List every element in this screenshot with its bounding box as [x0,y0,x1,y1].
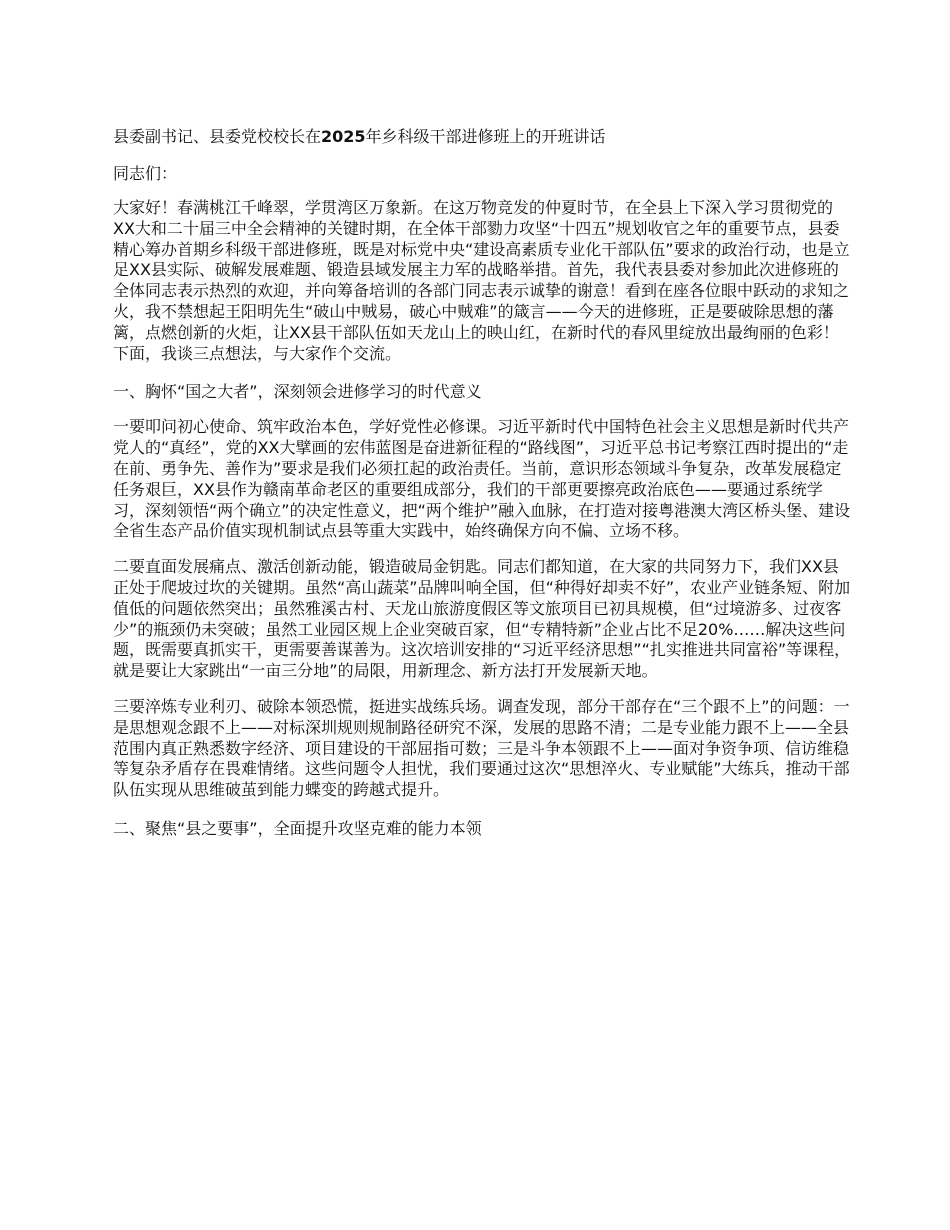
section-1-paragraph-1: 一要叩问初心使命、筑牢政治本色，学好党性必修课。习近平新时代中国特色社会主义思想是新时代共产党人的“真经”，党的XX大擘画的宏伟蓝图是奋进新征程的“路线图”，习近平总书记考察江西时提出的“走在前、勇争先、善作为”要求是我们必须扛起的政治责任。当前，意识形态领域斗争复杂，改革发展稳定任务艰巨，XX县作为赣南革命老区的重要组成部分，我们的干部更要擦亮政治底色——要通过系统学习，深刻领悟“两个确立”的决定性意义，把“两个维护”融入血脉，在打造对接粤港澳大湾区桥头堡、建设全省生态产品价值实现机制试点县等重大实践中，始终确保方向不偏、立场不移。 [113,417,851,541]
intro-paragraph: 大家好！春满桃江千峰翠，学贯湾区万象新。在这万物竞发的仲夏时节，在全县上下深入学习贯彻党的XX大和二十届三中全会精神的关键时期，在全体干部勠力攻坚“十四五”规划收官之年的重要节点，县委精心筹办首期乡科级干部进修班，既是对标党中央“建设高素质专业化干部队伍”要求的政治行动，也是立足XX县实际、破解发展难题、锻造县域发展主力军的战略举措。首先，我代表县委对参加此次进修班的全体同志表示热烈的欢迎，并向筹备培训的各部门同志表示诚挚的谢意！看到在座各位眼中跃动的求知之火，我不禁想起王阳明先生“破山中贼易，破心中贼难”的箴言——今天的进修班，正是要破除思想的藩篱，点燃创新的火炬，让XX县干部队伍如天龙山上的映山红，在新时代的春风里绽放出最绚丽的色彩！下面，我谈三点想法，与大家作个交流。 [113,198,850,363]
title-suffix: 年乡科级干部进修班上的开班讲话 [365,127,606,146]
section-1-paragraph-3: 三要淬炼专业利刃、破除本领恐慌，挺进实战练兵场。调查发现，部分干部存在“三个跟不上”的问题：一是思想观念跟不上——对标深圳规则规制路径研究不深，发展的思路不清；二是专业能力跟不上——全县范围内真正熟悉数字经济、项目建设的干部屈指可数；三是斗争本领跟不上——面对争资争项、信访维稳等复杂矛盾存在畏难情绪。这些问题令人担忧，我们要通过这次“思想淬火、专业赋能”大练兵，推动干部队伍实现从思维破茧到能力蝶变的跨越式提升。 [113,696,850,800]
salutation: 同志们： [113,164,178,183]
section-1-heading: 一、胸怀“国之大者”，深刻领会进修学习的时代意义 [113,382,482,402]
section-2-heading: 二、聚焦“县之要事”，全面提升攻坚克难的能力本领 [113,818,482,838]
title-prefix: 县委副书记、县委党校校长在 [113,127,322,146]
section-1-paragraph-2: 二要直面发展痛点、激活创新动能，锻造破局金钥匙。同志们都知道，在大家的共同努力下，我们XX县正处于爬坡过坎的关键期。虽然“高山蔬菜”品牌叫响全国，但“种得好却卖不好”，农业产业链条短、附加值低的问题依然突出；虽然雅溪古村、天龙山旅游度假区等文旅项目已初具规模，但“过境游多、过夜客少”的瓶颈仍未突破；虽然工业园区规上企业突破百家，但“专精特新”企业占比不足20%……解决这些问题，既需要真抓实干，更需要善谋善为。这次培训安排的“习近平经济思想”“扎实推进共同富裕”等课程，就是要让大家跳出“一亩三分地”的局限，用新理念、新方法打开发展新天地。 [113,557,851,681]
title-year: 2025 [321,127,366,146]
document-body [113,124,853,854]
document-title [113,124,853,150]
